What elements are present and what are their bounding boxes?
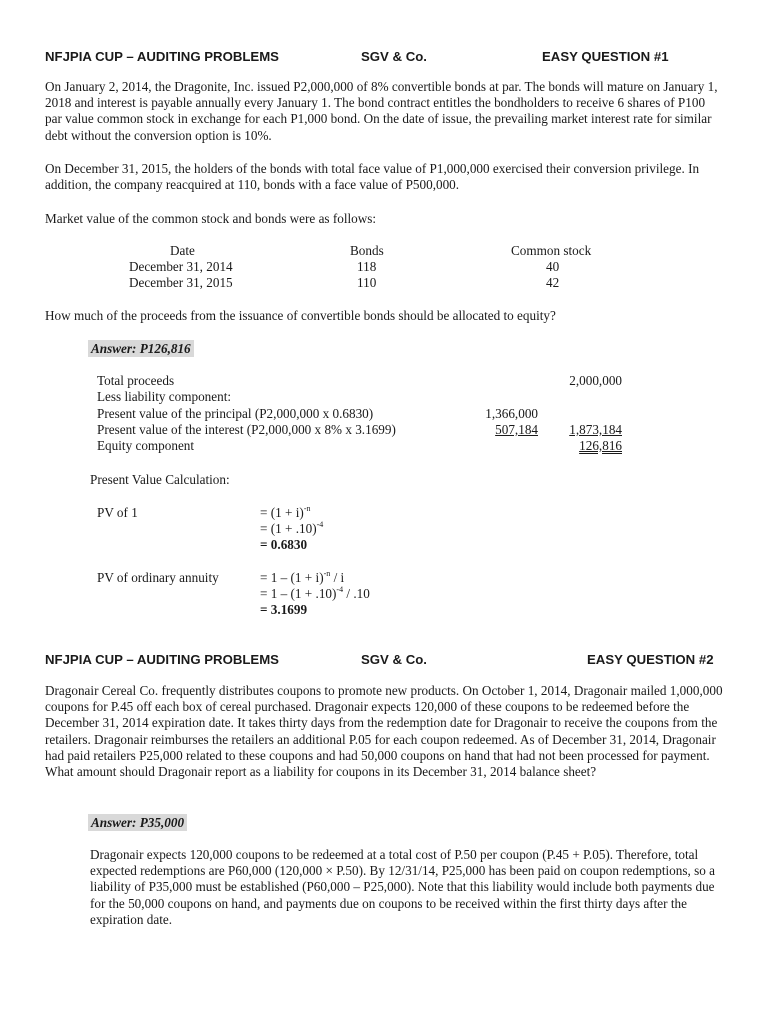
table-cell-stock: 42 <box>546 275 560 290</box>
equity-component-label: Equity component <box>97 438 195 453</box>
q2-paragraph: Dragonair Cereal Co. frequently distributes coupons to promote new products. On October 1, 2014, Dragonair mailed 1,000,000 coupons for P.45 off each box of cereal purchased. Dragonair expects 120,000 of these coupons to be redeemed before the December 31, 2014 expiration date. It takes thirty days from the redemption date for Dragonair to receive the coupons from the retailers. Dragonair reimburses the retailers an additional P.05 for each coupon redeemed. As of December 31, 2014, Dragonair had paid retailers P25,000 related to these coupons and had 50,000 coupons on hand that had not been processed for payment. What amount should Dragonair report as a liability for coupons in its December 31, 2014 balance sheet? <box>45 683 723 780</box>
liability-total-value: 1,873,184 <box>569 422 622 437</box>
question-2-header <box>45 652 725 670</box>
pv-calc-title: Present Value Calculation: <box>90 472 230 487</box>
header-question-number: EASY QUESTION #2 <box>587 652 714 667</box>
header-title: NFJPIA CUP – AUDITING PROBLEMS <box>45 49 279 64</box>
total-proceeds-value: 2,000,000 <box>569 373 622 388</box>
pv1-formula: = $(1 + i)^{-n}$ <box>260 504 311 520</box>
pva-substitution: = $1 - (1 + .10)^{-4} / .10$ <box>260 585 370 601</box>
table-cell-date: December 31, 2014 <box>129 259 233 274</box>
less-liability-label: Less liability component: <box>97 389 232 404</box>
table-cell-date: December 31, 2015 <box>129 275 233 290</box>
pv1-label: PV of 1 <box>97 505 138 520</box>
q2-answer: Answer: P35,000 <box>88 814 187 831</box>
pv1-substitution: = $(1 + .10)^{-4}$ <box>260 520 324 536</box>
pv-interest-label: Present value of the interest (P2,000,000 x 8% x 3.1699) <box>97 422 396 437</box>
q1-market-intro: Market value of the common stock and bonds were as follows: <box>45 211 377 226</box>
q1-answer: Answer: P126,816 <box>88 340 194 357</box>
header-title: NFJPIA CUP – AUDITING PROBLEMS <box>45 652 279 667</box>
equity-component-value: 126,816 <box>579 438 622 453</box>
pva-label: PV of ordinary annuity <box>97 570 219 585</box>
pv-principal-label: Present value of the principal (P2,000,000 x 0.6830) <box>97 406 374 421</box>
pva-result: = 3.1699 <box>260 602 308 617</box>
q1-paragraph-2: On December 31, 2015, the holders of the bonds with total face value of P1,000,000 exercised their conversion privilege. In addition, the company reacquired at 110, bonds with a face value of P500,000. <box>45 161 700 193</box>
table-header-date: Date <box>170 243 195 258</box>
q1-paragraph-1: On January 2, 2014, the Dragonite, Inc. issued P2,000,000 of 8% convertible bonds at par. The bonds will mature on January 1, 2018 and interest is payable annually every January 1. The bond contract entitles the bondholders to receive 6 shares of P100 par value common stock in exchange for each P1,000 bond. On the date of issue, the prevailing market interest rate for similar debt without the conversion option is 10%. <box>45 79 718 143</box>
total-proceeds-label: Total proceeds <box>97 373 175 388</box>
pv-interest-value: 507,184 <box>495 422 538 437</box>
question-1-header <box>45 49 725 67</box>
table-cell-stock: 40 <box>546 259 560 274</box>
q1-question: How much of the proceeds from the issuance of convertible bonds should be allocated to equity? <box>45 308 556 323</box>
header-firm: SGV & Co. <box>361 49 427 64</box>
q2-explanation: Dragonair expects 120,000 coupons to be redeemed at a total cost of P.50 per coupon (P.45 + P.05). Therefore, total expected redemptions are P60,000 (120,000 × P.50). By 12/31/14, P25,000 has been paid on coupon redemptions, so a liability of P35,000 must be established (P60,000 – P25,000). Note that this liability would include both payments due for the 50,000 coupons on hand, and payments due on coupons to be received within the first thirty days after the expiration date. <box>90 847 715 927</box>
pva-formula: = $1 - (1 + i)^{-n} / i$ <box>260 569 345 585</box>
header-question-number: EASY QUESTION #1 <box>542 49 669 64</box>
table-cell-bonds: 110 <box>357 275 377 290</box>
header-firm: SGV & Co. <box>361 652 427 667</box>
pv1-result: = 0.6830 <box>260 537 308 552</box>
table-header-common-stock: Common stock <box>511 243 592 258</box>
pv-principal-value: 1,366,000 <box>485 406 538 421</box>
table-header-bonds: Bonds <box>350 243 384 258</box>
table-cell-bonds: 118 <box>357 259 377 274</box>
